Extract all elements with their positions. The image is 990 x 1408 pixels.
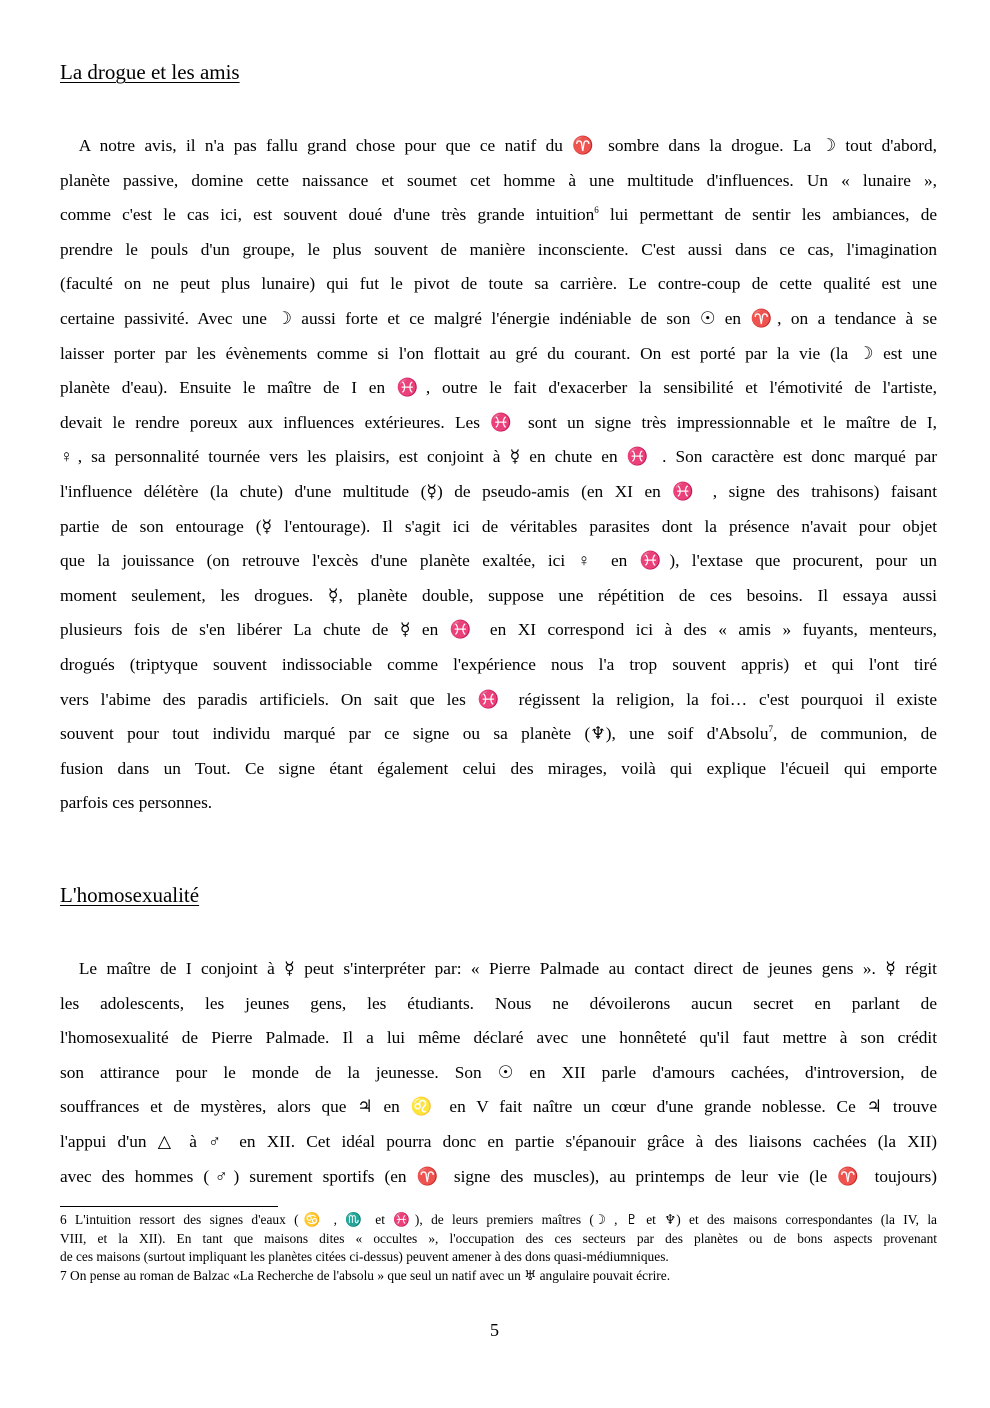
paragraph-drugs-friends — [60, 129, 937, 821]
text-line: ♀, sa personnalité tournée vers les plaisirs, est conjoint à ☿ en chute en ♓ . Son caractère est donc marqué par — [60, 447, 937, 467]
footnote-6-line: VIII, et la XII). En tant que maisons dites « occultes », l'occupation des ces secteurs par des planètes ou de bons aspects provenant — [60, 1230, 937, 1246]
text-line: planète d'eau). Ensuite le maître de I en ♓, outre le fait d'exacerber la sensibilité et l'émotivité de l'artiste, — [60, 378, 937, 398]
text-line: drogués (triptyque souvent indissociable comme l'expérience nous l'a trop souvent appris) et qui l'ont tiré — [60, 654, 937, 674]
text-fragment: lui permettant de sentir les ambiances, de — [598, 205, 937, 225]
text-line: laisser porter par les évènements comme si l'on flottait au gré du courant. On est porté par la vie (la ☽ est une — [60, 343, 937, 363]
text-line: parfois ces personnes. — [60, 793, 213, 813]
text-line — [60, 717, 937, 752]
text-fragment: comme c'est le cas ici, est souvent doué d'une très grande intuition — [60, 205, 595, 225]
footnote-separator — [60, 1206, 278, 1207]
text-fragment: souvent pour tout individu marqué par ce signe ou sa planète (♆), une soif d'Absolu — [60, 724, 769, 744]
footnote-7-line: 7 On pense au roman de Balzac «La Recherche de l'absolu » que seul un natif avec un ♅ angulaire pouvait écrire. — [60, 1267, 671, 1283]
text-line: moment seulement, les drogues. ☿, planète double, suppose une répétition de ces besoins. Il essaya aussi — [60, 585, 937, 605]
footnote-ref-7[interactable]: 7 — [768, 724, 773, 735]
text-line: son attirance pour le monde de la jeunesse. Son ☉ en XII parle d'amours cachées, d'introversion, de — [60, 1062, 937, 1082]
text-line: vers l'abime des paradis artificiels. On sait que les ♓ régissent la religion, la foi… c'est pourquoi il existe — [60, 689, 937, 709]
text-line: les adolescents, les jeunes gens, les étudiants. Nous ne dévoilerons aucun secret en parlant de — [60, 993, 937, 1013]
text-line: l'homosexualité de Pierre Palmade. Il a lui même déclaré avec une honnêteté qu'il faut mettre à son crédit — [60, 1028, 937, 1048]
text-line: plusieurs fois de s'en libérer La chute de ☿ en ♓ en XI correspond ici à des « amis » fuyants, menteurs, — [60, 620, 937, 640]
text-fragment: , de communion, de — [773, 724, 937, 744]
text-line: que la jouissance (on retrouve l'excès d'une planète exaltée, ici ♀ en ♓), l'extase que procurent, pour un — [60, 551, 937, 571]
text-line: l'appui d'un △ à ♂ en XII. Cet idéal pourra donc en partie s'épanouir grâce à des liaisons cachées (la XII) — [60, 1131, 937, 1151]
footnote-ref-6[interactable]: 6 — [594, 205, 599, 216]
text-line: Le maître de I conjoint à ☿ peut s'interpréter par: « Pierre Palmade au contact direct de jeunes gens ». ☿ régit — [60, 959, 937, 978]
text-line: planète passive, domine cette naissance et soumet cet homme à une multitude d'influences. Un « lunaire », — [60, 170, 937, 190]
text-line: l'influence délétère (la chute) d'une multitude (☿) de pseudo-amis (en XI en ♓ , signe des trahisons) faisant — [60, 481, 937, 501]
text-line: A notre avis, il n'a pas fallu grand chose pour que ce natif du ♈ sombre dans la drogue. La ☽ tout d'abord, — [60, 136, 937, 155]
page-number: 5 — [490, 1320, 499, 1340]
text-line: souffrances et de mystères, alors que ♃ en ♌ en V fait naître un cœur d'une grande noblesse. Ce ♃ trouve — [60, 1097, 937, 1117]
section-heading-drugs-friends: La drogue et les amis — [60, 60, 240, 84]
section-heading-homosexuality: L'homosexualité — [60, 883, 200, 907]
text-line: prendre le pouls d'un groupe, le plus souvent de manière inconsciente. C'est aussi dans ce cas, l'imagination — [60, 239, 937, 259]
footnote-6-line: de ces maisons (surtout impliquant les planètes citées ci-dessus) peuvent amener à des dons quasi-médiumniques. — [60, 1249, 669, 1264]
text-line: devait le rendre poreux aux influences extérieures. Les ♓ sont un signe très impressionnable et le maître de I, — [60, 412, 937, 432]
text-line — [60, 198, 937, 233]
text-line: (faculté on ne peut plus lunaire) qui fut le pivot de toute sa carrière. Le contre-coup de cette qualité est une — [60, 274, 937, 294]
text-line: avec des hommes (♂) surement sportifs (en ♈ signe des muscles), au printemps de leur vie (le ♈ toujours) — [60, 1166, 937, 1186]
footnotes — [60, 1211, 937, 1285]
text-line: partie de son entourage (☿ l'entourage). Il s'agit ici de véritables parasites dont la présence n'avait pour objet — [60, 516, 937, 536]
paragraph-homosexuality — [60, 952, 937, 1194]
footnote-6-line: 6 L'intuition ressort des signes d'eaux (♋ , ♏ et ♓), de leurs premiers maîtres (☽ , ♇ et ♆) et des maisons correspondantes (la IV, la — [60, 1212, 937, 1227]
text-line: certaine passivité. Avec une ☽ aussi forte et ce malgré l'énergie indéniable de son ☉ en ♈, on a tendance à se — [60, 308, 937, 328]
text-line: fusion dans un Tout. Ce signe étant également celui des mirages, voilà qui explique l'écueil qui emporte — [60, 758, 937, 778]
